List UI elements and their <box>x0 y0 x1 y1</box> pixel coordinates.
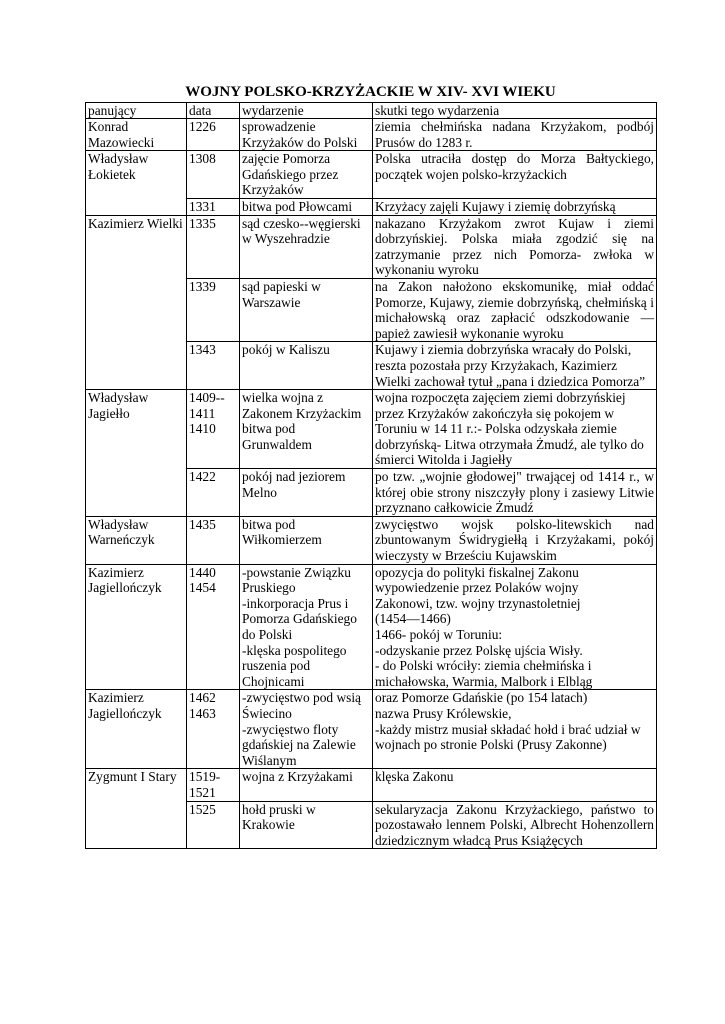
cell-effect: klęska Zakonu <box>373 769 657 801</box>
cell-ruler: Konrad Mazowiecki <box>86 119 187 151</box>
cell-ruler: Władysław Łokietek <box>86 151 187 215</box>
table-row <box>86 390 657 469</box>
cell-ruler: Kazimierz Jagiellończyk <box>86 564 187 690</box>
cell-date: 1440 1454 <box>187 564 240 690</box>
table-row <box>86 215 657 278</box>
cell-date: 1331 <box>187 198 240 215</box>
cell-effect: oraz Pomorze Gdańskie (po 154 latach) nazwa Prusy Królewskie, -każdy mistrz musiał składać hołd i brać udział w wojnach po stronie Polski (Prusy Zakonne) <box>373 690 657 769</box>
cell-event: pokój nad jeziorem Melno <box>240 469 373 517</box>
cell-ruler: Władysław Warneńczyk <box>86 516 187 564</box>
cell-effect: Kujawy i ziemia dobrzyńska wracały do Polski, reszta pozostała przy Krzyżakach, Kazimierz Wielki zachował tytuł „pana i dziedzica Pomorza” <box>373 342 657 390</box>
cell-event: hołd pruski w Krakowie <box>240 801 373 849</box>
cell-event: -zwycięstwo pod wsią Świecino -zwycięstwo floty gdańskiej na Zalewie Wiślanym <box>240 690 373 769</box>
table-row <box>86 151 657 199</box>
cell-event: pokój w Kaliszu <box>240 342 373 390</box>
cell-ruler: Kazimierz Jagiellończyk <box>86 690 187 769</box>
header-date: data <box>187 103 240 119</box>
header-ruler: panujący <box>86 103 187 119</box>
cell-date: 1409-- 1411 1410 <box>187 390 240 469</box>
header-event: wydarzenie <box>240 103 373 119</box>
cell-event: bitwa pod Płowcami <box>240 198 373 215</box>
cell-date: 1308 <box>187 151 240 199</box>
cell-event: wielka wojna z Zakonem Krzyżackim bitwa pod Grunwaldem <box>240 390 373 469</box>
cell-date: 1226 <box>187 119 240 151</box>
cell-effect: nakazano Krzyżakom zwrot Kujaw i ziemi dobrzyńskiej. Polska miała zgodzić się na zatrzymanie przez nich Pomorza- zwłoka w wykonaniu wyroku <box>373 215 657 278</box>
cell-date: 1435 <box>187 516 240 564</box>
cell-ruler: Władysław Jagiełło <box>86 390 187 517</box>
table-row <box>86 516 657 564</box>
table-row <box>86 564 657 690</box>
cell-effect: na Zakon nałożono ekskomunikę, miał oddać Pomorze, Kujawy, ziemie dobrzyńską, chełmińską i michałowską oraz zapłacić odszkodowanie — papież zawiesił wykonanie wyroku <box>373 278 657 341</box>
cell-ruler: Kazimierz Wielki <box>86 215 187 390</box>
cell-effect: opozycja do polityki fiskalnej Zakonu wypowiedzenie przez Polaków wojny Zakonowi, tzw. wojny trzynastoletniej (1454—1466) 1466- pokój w Toruniu: -odzyskanie przez Polskę ujścia Wisły. - do Polski wróciły: ziemia chełmińska i michałowska, Warmia, Malbork i Elbląg <box>373 564 657 690</box>
table-row <box>86 690 657 769</box>
table-row <box>86 119 657 151</box>
cell-event: bitwa pod Wiłkomierzem <box>240 516 373 564</box>
cell-date: 1422 <box>187 469 240 517</box>
cell-event: sąd czesko--węgierski w Wyszehradzie <box>240 215 373 278</box>
cell-date: 1343 <box>187 342 240 390</box>
cell-event: wojna z Krzyżakami <box>240 769 373 801</box>
cell-ruler: Zygmunt I Stary <box>86 769 187 849</box>
cell-event: sąd papieski w Warszawie <box>240 278 373 341</box>
cell-date: 1462 1463 <box>187 690 240 769</box>
cell-date: 1335 <box>187 215 240 278</box>
cell-effect: zwycięstwo wojsk polsko-litewskich nad zbuntowanym Świdrygiełłą i Krzyżakami, pokój wieczysty w Brześciu Kujawskim <box>373 516 657 564</box>
cell-effect: po tzw. „wojnie głodowej" trwającej od 1414 r., w której obie strony niszczyły plony i zasiewy Litwie przyznano całkowicie Żmudź <box>373 469 657 517</box>
cell-effect: Krzyżacy zajęli Kujawy i ziemię dobrzyńską <box>373 198 657 215</box>
cell-event: sprowadzenie Krzyżaków do Polski <box>240 119 373 151</box>
table-row <box>86 769 657 801</box>
header-row <box>86 103 657 119</box>
cell-date: 1519- 1521 <box>187 769 240 801</box>
cell-event: -powstanie Związku Pruskiego -inkorporacja Prus i Pomorza Gdańskiego do Polski -klęska pospolitego ruszenia pod Chojnicami <box>240 564 373 690</box>
header-effect: skutki tego wydarzenia <box>373 103 657 119</box>
cell-effect: sekularyzacja Zakonu Krzyżackiego, państwo to pozostawało lennem Polski, Albrecht Hohenzollern dziedzicznym władcą Prus Książęcych <box>373 801 657 849</box>
cell-effect: ziemia chełmińska nadana Krzyżakom, podbój Prusów do 1283 r. <box>373 119 657 151</box>
cell-event: zajęcie Pomorza Gdańskiego przez Krzyżaków <box>240 151 373 199</box>
document-title: WOJNY POLSKO-KRZYŻACKIE W XIV- XVI WIEKU <box>185 84 556 100</box>
cell-effect: Polska utraciła dostęp do Morza Bałtyckiego, początek wojen polsko-krzyżackich <box>373 151 657 199</box>
cell-date: 1339 <box>187 278 240 341</box>
wars-table <box>85 102 657 849</box>
cell-date: 1525 <box>187 801 240 849</box>
cell-effect: wojna rozpoczęta zajęciem ziemi dobrzyńskiej przez Krzyżaków zakończyła się pokojem w Toruniu w 14 11 r.:- Polska odzyskała ziemie dobrzyńską- Litwa otrzymała Żmudź, ale tylko do śmierci Witolda i Jagiełły <box>373 390 657 469</box>
